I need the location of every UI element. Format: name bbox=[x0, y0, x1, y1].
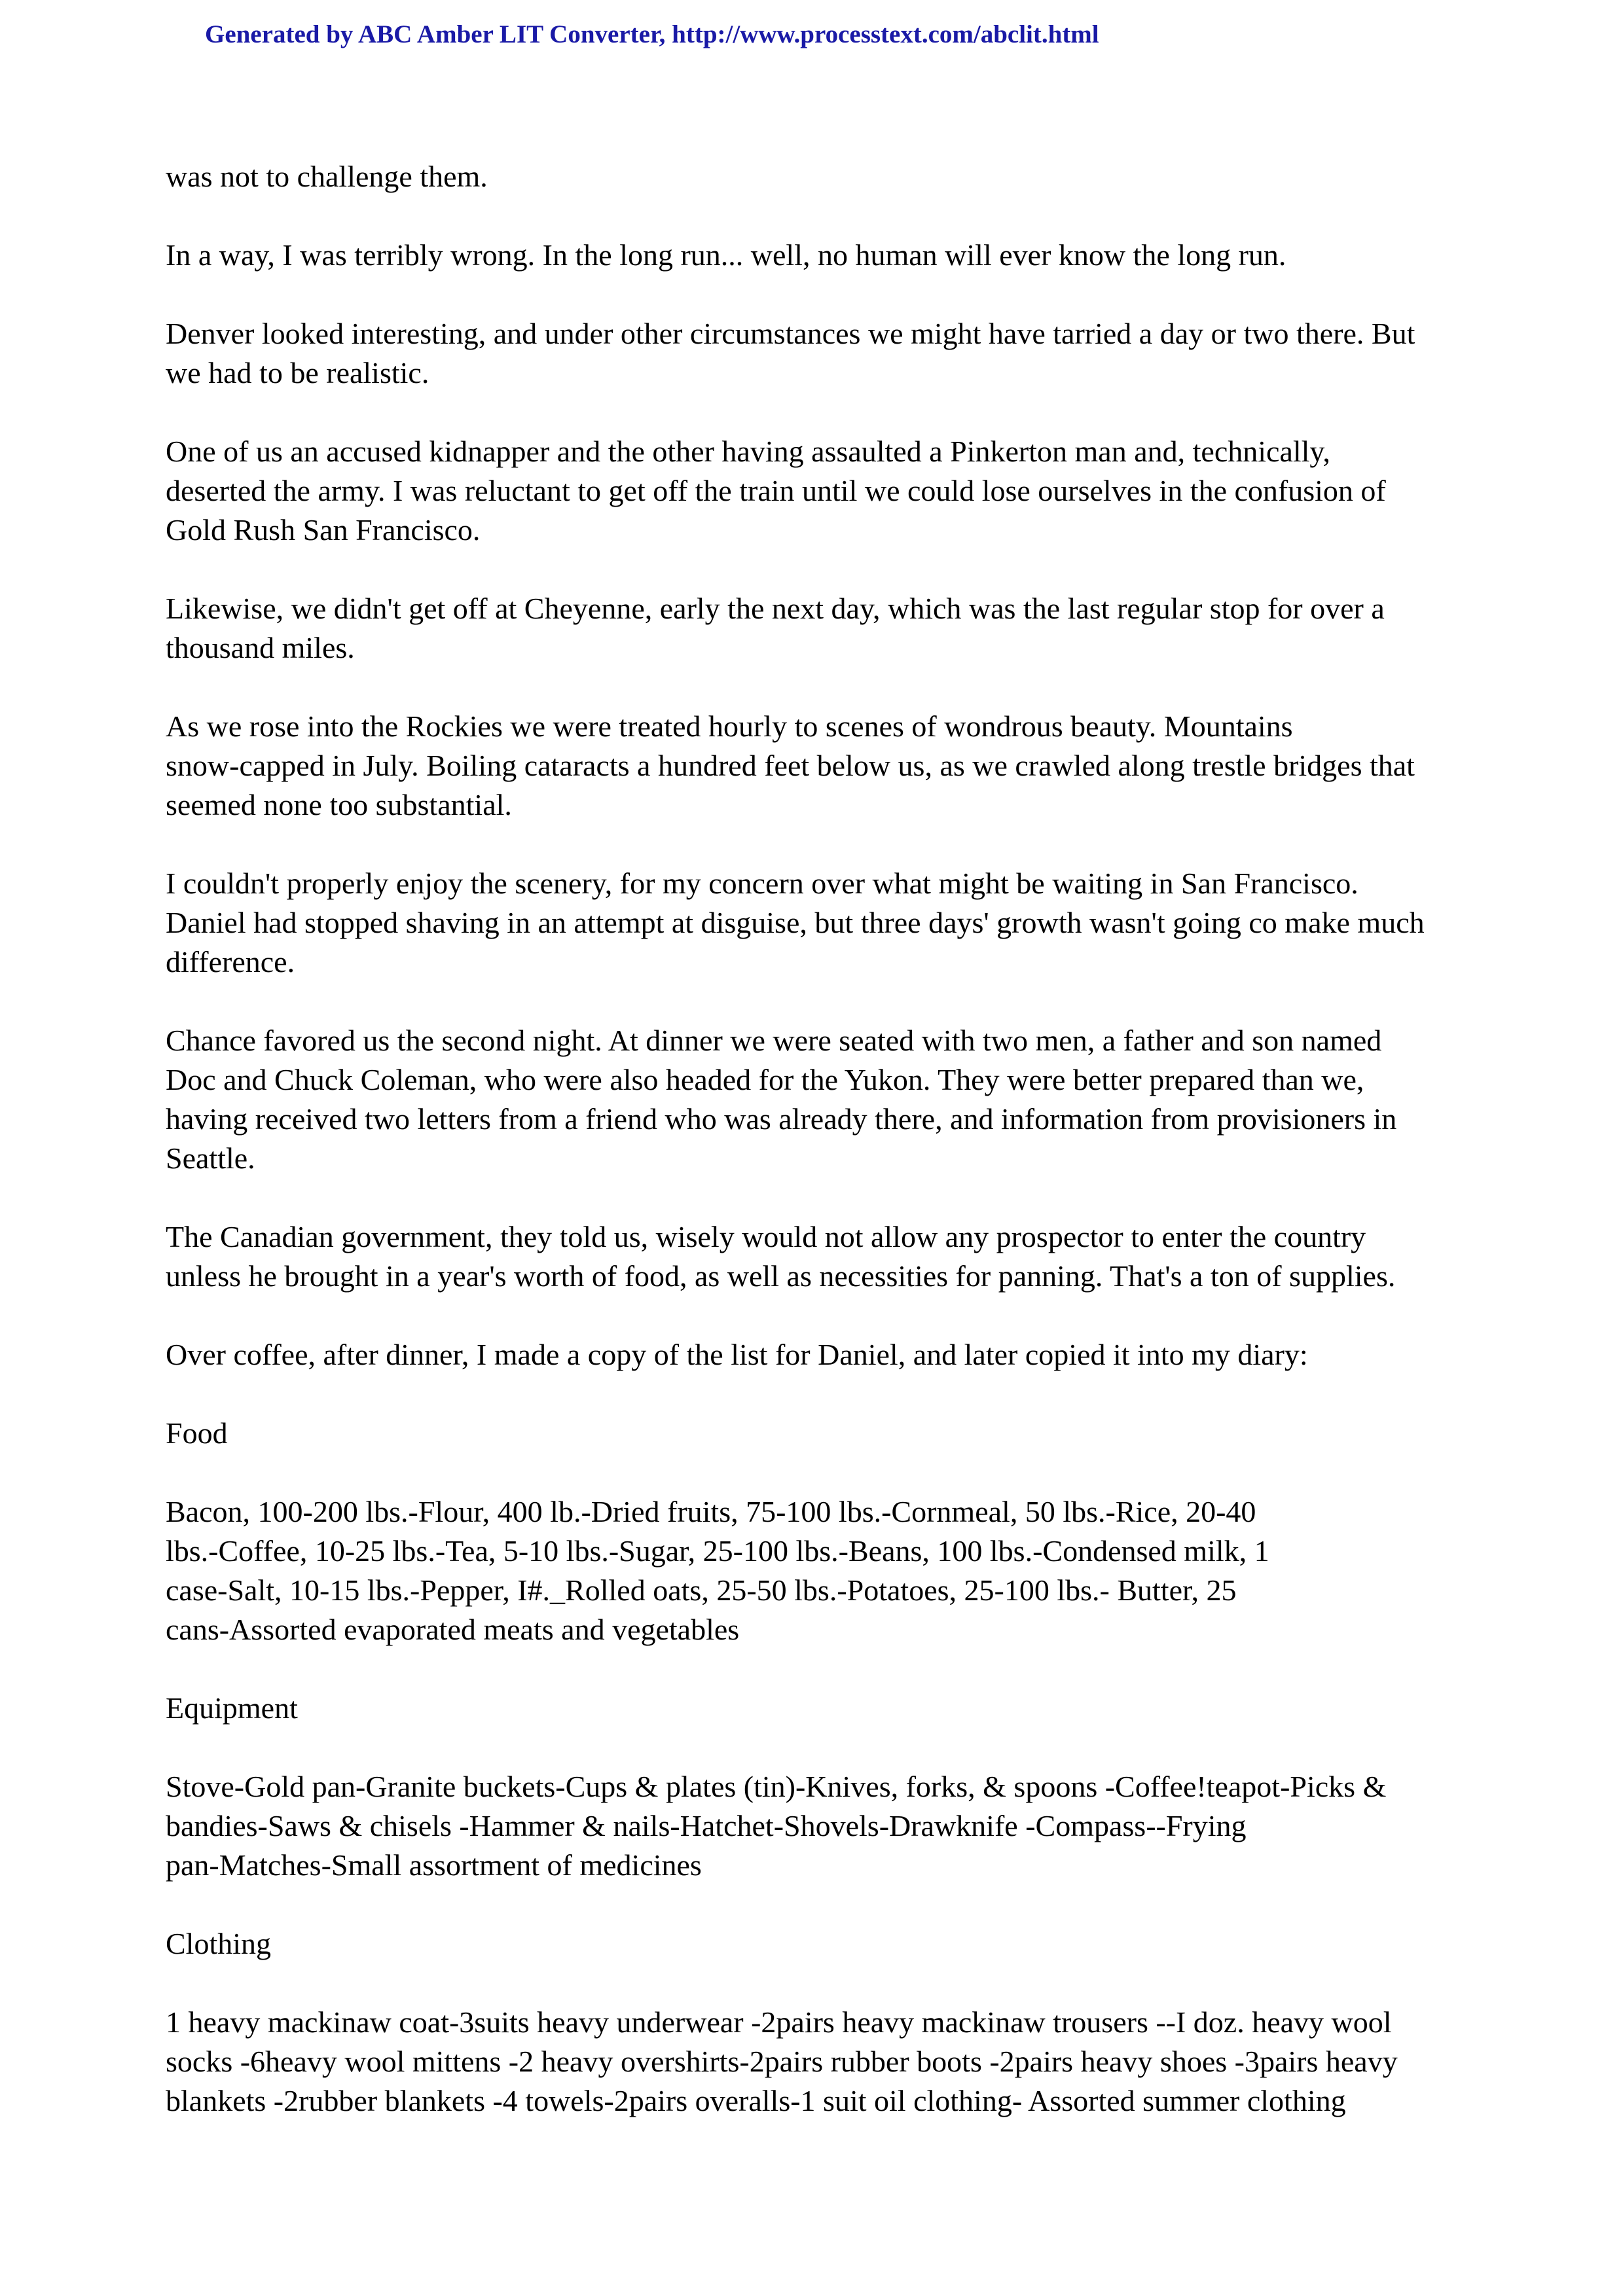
paragraph: Over coffee, after dinner, I made a copy of the list for Daniel, and later copied it into my diary: bbox=[166, 1338, 1308, 1371]
equipment-list: Stove-Gold pan-Granite buckets-Cups & plates (tin)-Knives, forks, & spoons -Coffee!teapot-Picks & bandies-Saws & chisels -Hammer & nails-Hatchet-Shovels-Drawknife -Compass--Frying pan-Matches-Small assortment of medicines bbox=[166, 1770, 1387, 1882]
section-heading-food: Food bbox=[166, 1416, 228, 1450]
paragraph: was not to challenge them. bbox=[166, 160, 488, 193]
converter-header: Generated by ABC Amber LIT Converter, http://www.processtext.com/abclit.html bbox=[205, 20, 1099, 48]
food-list: Bacon, 100-200 lbs.-Flour, 400 lb.-Dried fruits, 75-100 lbs.-Cornmeal, 50 lbs.-Rice, 20-40 lbs.-Coffee, 10-25 lbs.-Tea, 5-10 lbs.-Sugar, 25-100 lbs.-Beans, 100 lbs.-Condensed milk, 1 case-Salt, 10-15 lbs.-Pepper, I#._Rolled oats, 25-50 lbs.-Potatoes, 25-100 lbs.- Butter, 25 cans-Assorted evaporated meats and vegetables bbox=[166, 1495, 1269, 1646]
document-body bbox=[166, 157, 1475, 2160]
clothing-list: 1 heavy mackinaw coat-3suits heavy underwear -2pairs heavy mackinaw trousers --I doz. heavy wool socks -6heavy wool mittens -2 heavy overshirts-2pairs rubber boots -2pairs heavy shoes -3pairs heavy blankets -2rubber blankets -4 towels-2pairs overalls-1 suit oil clothing- Assorted summer clothing bbox=[166, 2005, 1398, 2117]
paragraph: The Canadian government, they told us, wisely would not allow any prospector to enter the country unless he brought in a year's worth of food, as well as necessities for panning. That's a ton of supplies. bbox=[166, 1220, 1396, 1293]
section-heading-equipment: Equipment bbox=[166, 1691, 298, 1725]
section-heading-clothing: Clothing bbox=[166, 1927, 272, 1960]
paragraph: Denver looked interesting, and under other circumstances we might have tarried a day or two there. But we had to be realistic. bbox=[166, 317, 1415, 389]
paragraph: Chance favored us the second night. At dinner we were seated with two men, a father and son named Doc and Chuck Coleman, who were also headed for the Yukon. They were better prepared than we, having received two letters from a friend who was already there, and information from provisioners in Seattle. bbox=[166, 1024, 1397, 1175]
paragraph: In a way, I was terribly wrong. In the long run... well, no human will ever know the long run. bbox=[166, 238, 1286, 272]
paragraph: One of us an accused kidnapper and the other having assaulted a Pinkerton man and, technically, deserted the army. I was reluctant to get off the train until we could lose ourselves in the confusion of Gold Rush San Francisco. bbox=[166, 435, 1386, 547]
paragraph: As we rose into the Rockies we were treated hourly to scenes of wondrous beauty. Mountains snow-capped in July. Boiling cataracts a hundred feet below us, as we crawled along trestle bridges that seemed none too substantial. bbox=[166, 709, 1415, 821]
paragraph: Likewise, we didn't get off at Cheyenne, early the next day, which was the last regular stop for over a thousand miles. bbox=[166, 592, 1385, 664]
paragraph: I couldn't properly enjoy the scenery, for my concern over what might be waiting in San Francisco. Daniel had stopped shaving in an attempt at disguise, but three days' growth wasn't going co make much difference. bbox=[166, 867, 1425, 978]
